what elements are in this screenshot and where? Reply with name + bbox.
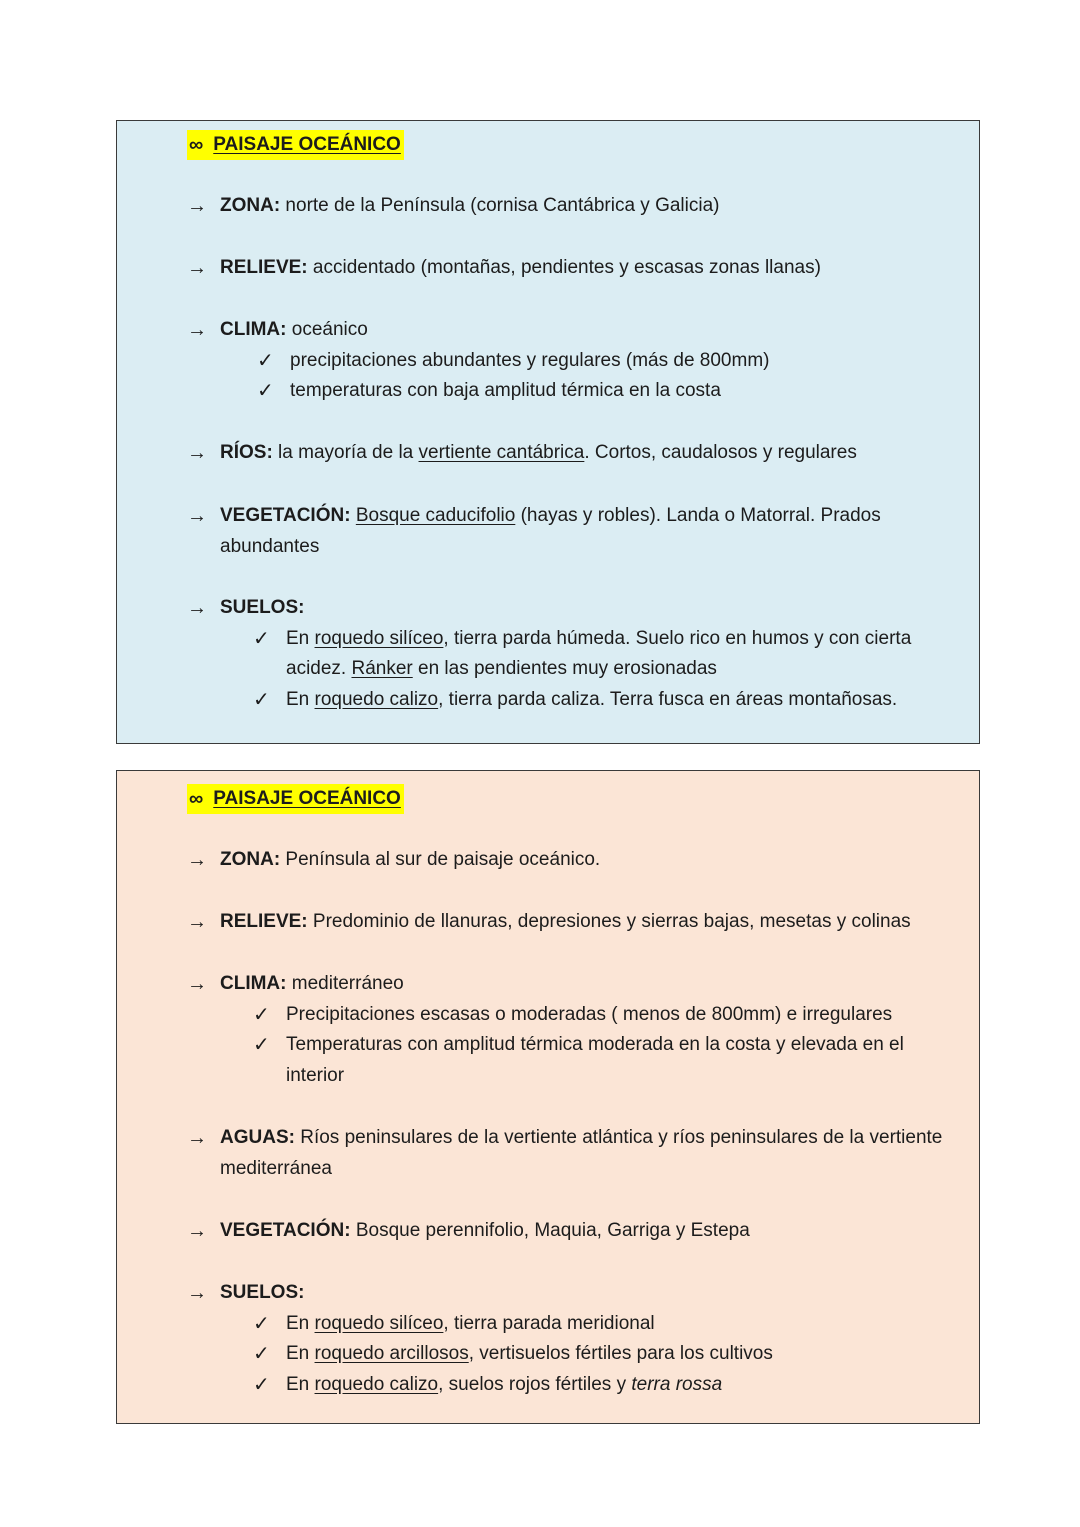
- arrow-icon: →: [187, 973, 207, 995]
- label-aguas: AGUAS:: [220, 1127, 295, 1148]
- card-mediterranean: [116, 770, 980, 1424]
- label-zona: ZONA:: [220, 195, 281, 216]
- text-zona: norte de la Península (cornisa Cantábrica y Galicia): [280, 195, 720, 216]
- check-icon: ✓: [253, 1034, 270, 1056]
- list-item-text: En roquedo arcillosos, vertisuelos fértiles para los cultivos: [286, 1343, 773, 1364]
- label-rios: RÍOS:: [220, 442, 273, 463]
- card-oceanic: [116, 120, 980, 744]
- infinity-icon: ∞: [189, 787, 204, 810]
- list-item-text: precipitaciones abundantes y regulares (más de 800mm): [290, 349, 770, 371]
- section-suelos: [187, 1278, 947, 1400]
- arrow-icon: →: [187, 505, 207, 527]
- list-item-text: En roquedo silíceo, tierra parada meridional: [286, 1312, 655, 1334]
- label-suelos: SUELOS:: [220, 1282, 305, 1303]
- list-item: [187, 624, 947, 685]
- text-rios-pre: la mayoría de la: [272, 442, 419, 463]
- card-title: [187, 130, 404, 160]
- section-vegetacion: [187, 501, 947, 562]
- list-item: [187, 346, 947, 377]
- text-relieve: Predominio de llanuras, depresiones y sierras bajas, mesetas y colinas: [307, 911, 911, 932]
- arrow-icon: →: [187, 911, 207, 933]
- list-item-text: temperaturas con baja amplitud térmica en la costa: [290, 380, 721, 401]
- list-item: [187, 1309, 947, 1340]
- list-item: [187, 685, 947, 716]
- arrow-icon: →: [187, 442, 207, 464]
- label-vegetacion: VEGETACIÓN:: [220, 1220, 351, 1241]
- check-icon: ✓: [253, 1343, 270, 1365]
- label-relieve: RELIEVE:: [220, 911, 308, 932]
- suelos-list: [187, 1309, 947, 1401]
- label-relieve: RELIEVE:: [220, 257, 308, 278]
- list-item-text: En roquedo silíceo, tierra parda húmeda. Suelo rico en humos y con cierta acidez. Ránker en las pendientes muy erosionadas: [286, 627, 912, 679]
- check-icon: ✓: [253, 688, 270, 711]
- list-item: [187, 1030, 947, 1091]
- check-icon: ✓: [253, 627, 270, 650]
- text-vegetacion-underlined: Bosque caducifolio: [355, 505, 516, 526]
- title-text: PAISAJE OCEÁNICO: [213, 134, 401, 155]
- arrow-icon: →: [187, 1282, 207, 1304]
- list-item-text: Temperaturas con amplitud térmica moderada en la costa y elevada en el interior: [286, 1034, 904, 1086]
- section-aguas: [187, 1123, 947, 1184]
- text-relieve: accidentado (montañas, pendientes y escasas zonas llanas): [307, 257, 821, 278]
- infinity-icon: ∞: [189, 133, 204, 156]
- section-zona: [187, 191, 947, 222]
- text-vegetacion: Bosque perennifolio, Maquia, Garriga y Estepa: [350, 1220, 750, 1241]
- check-icon: ✓: [253, 1003, 270, 1026]
- arrow-icon: →: [187, 1220, 207, 1242]
- section-clima: [187, 969, 947, 1091]
- text-clima: mediterráneo: [286, 973, 404, 994]
- label-vegetacion: VEGETACIÓN:: [220, 505, 351, 526]
- list-item: [187, 1000, 947, 1031]
- list-item-text: En roquedo calizo, suelos rojos fértiles y terra rossa: [286, 1373, 723, 1395]
- arrow-icon: →: [187, 1127, 207, 1149]
- text-zona: Península al sur de paisaje oceánico.: [280, 849, 601, 870]
- section-zona: [187, 845, 947, 876]
- card-title: [187, 784, 404, 814]
- section-relieve: [187, 907, 947, 938]
- clima-list: [187, 1000, 947, 1092]
- arrow-icon: →: [187, 319, 207, 341]
- list-item: [187, 376, 947, 407]
- check-icon: ✓: [253, 1312, 270, 1335]
- section-relieve: [187, 253, 947, 284]
- text-vegetacion-post: (hayas y robles). Landa o Matorral. Prados abundantes: [220, 505, 881, 557]
- title-text: PAISAJE OCEÁNICO: [213, 788, 401, 809]
- section-vegetacion: [187, 1216, 947, 1247]
- list-item: [187, 1370, 947, 1401]
- list-item-text: Precipitaciones escasas o moderadas ( menos de 800mm) e irregulares: [286, 1003, 893, 1025]
- text-rios-post: . Cortos, caudalosos y regulares: [584, 442, 857, 463]
- section-suelos: [187, 593, 947, 715]
- list-item-text: En roquedo calizo, tierra parda caliza. Terra fusca en áreas montañosas.: [286, 688, 898, 710]
- arrow-icon: →: [187, 257, 207, 279]
- section-clima: [187, 315, 947, 407]
- label-clima: CLIMA:: [220, 319, 287, 340]
- arrow-icon: →: [187, 597, 207, 619]
- check-icon: ✓: [253, 1373, 270, 1396]
- text-clima: oceánico: [286, 319, 368, 340]
- arrow-icon: →: [187, 849, 207, 871]
- list-item: [187, 1339, 947, 1370]
- check-icon: ✓: [257, 380, 274, 402]
- section-rios: [187, 438, 947, 469]
- arrow-icon: →: [187, 195, 207, 217]
- label-zona: ZONA:: [220, 849, 281, 870]
- clima-list: [187, 346, 947, 407]
- check-icon: ✓: [257, 349, 274, 372]
- label-clima: CLIMA:: [220, 973, 287, 994]
- suelos-list: [187, 624, 947, 716]
- text-rios-underlined: vertiente cantábrica: [418, 442, 585, 463]
- label-suelos: SUELOS:: [220, 597, 305, 618]
- text-aguas: Ríos peninsulares de la vertiente atlántica y ríos peninsulares de la vertiente mediterránea: [220, 1127, 943, 1179]
